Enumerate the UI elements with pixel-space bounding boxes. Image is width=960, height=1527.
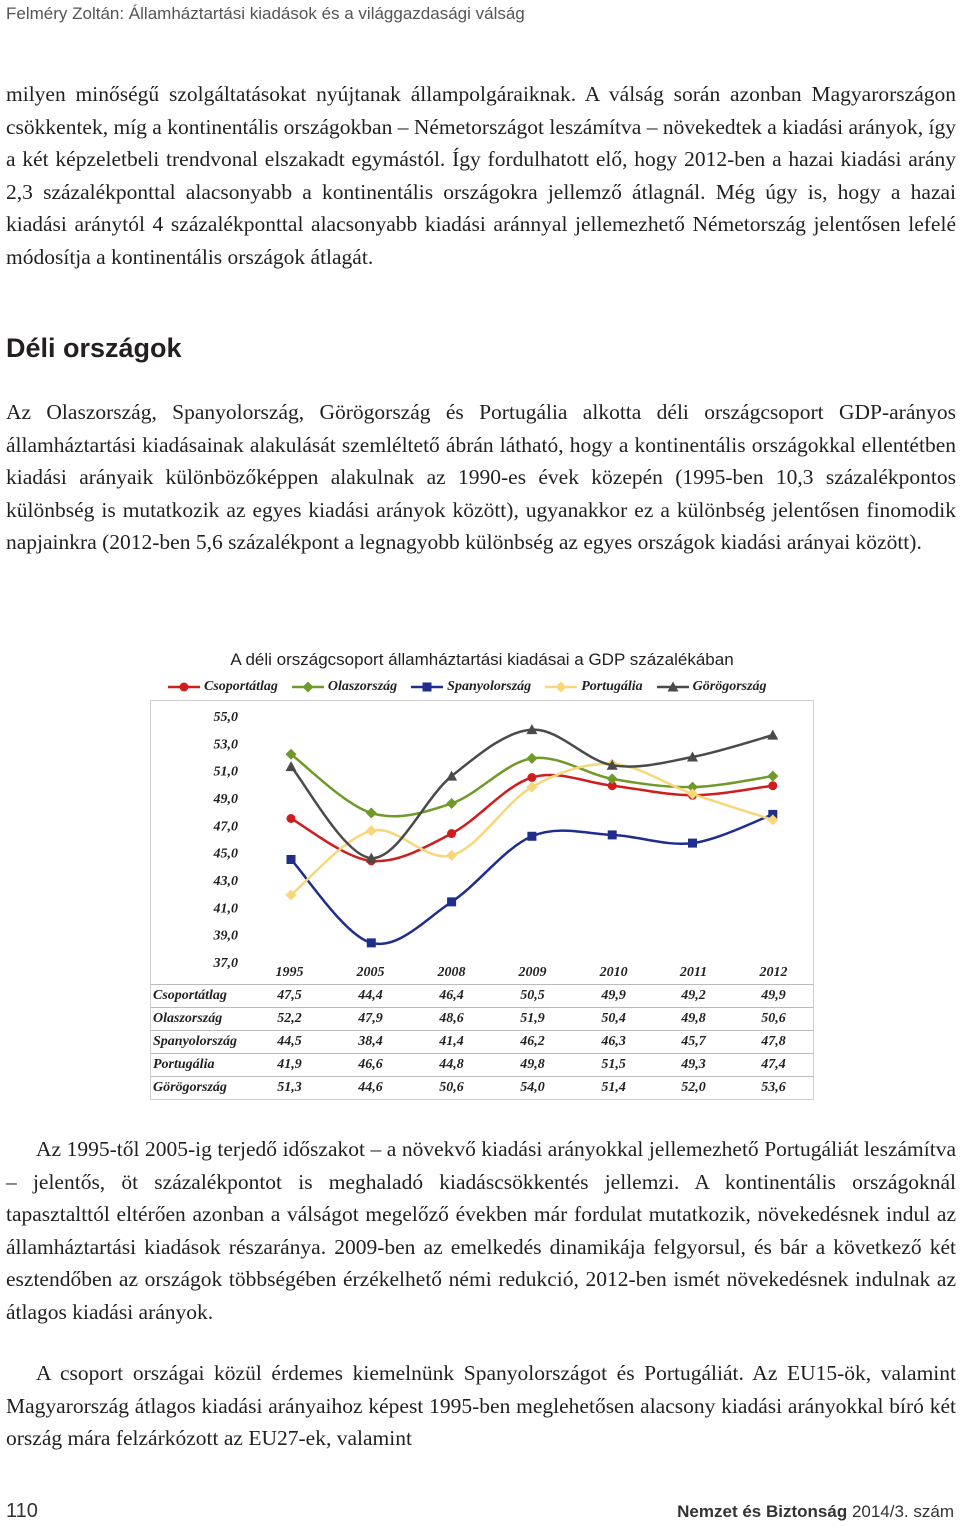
data-point (447, 829, 456, 838)
data-point (767, 730, 778, 740)
legend-label: Olaszország (327, 679, 398, 694)
data-point (608, 830, 617, 839)
data-label: 54,0 (492, 1077, 573, 1100)
paragraph-text: A csoport országai közül érdemes kiemelnünk Spanyolországot és Portugáliát. Az EU15-ök, valamint Magyarország átlagos kiadási arányaihoz képest 1995-ben meglehetősen alacsony kiadási arányokkal bíró két ország mára felzárkózott az EU27-ek, valamint (6, 1361, 956, 1450)
data-label: 47,4 (733, 1054, 814, 1077)
body-paragraph (6, 1133, 956, 1328)
data-point (687, 788, 698, 799)
data-label: 50,6 (733, 1008, 814, 1031)
table-row (150, 985, 814, 1008)
section-title: Déli országok (6, 333, 182, 363)
table-row (150, 1031, 814, 1054)
legend-swatch (657, 680, 689, 694)
legend-swatch (292, 680, 324, 694)
x-tick-label: 2005 (356, 965, 385, 980)
data-point (768, 781, 777, 790)
legend-label: Csoportátlag (204, 679, 278, 694)
data-label: 48,6 (411, 1008, 492, 1031)
legend-item (545, 677, 642, 697)
legend-marker (423, 683, 432, 692)
x-tick-label: 2010 (599, 965, 628, 980)
journal-name: Nemzet és Biztonság (677, 1502, 848, 1521)
data-label: 46,4 (411, 985, 492, 1008)
figure-title: A déli országcsoport államháztartási kiadásai a GDP százalékában (230, 650, 734, 669)
table-row (150, 1077, 814, 1100)
legend-item (657, 677, 767, 697)
data-label: 49,3 (654, 1054, 733, 1077)
data-label: 49,9 (733, 985, 814, 1008)
table-row (150, 1054, 814, 1077)
data-label: 46,2 (492, 1031, 573, 1054)
journal-footer (677, 1502, 954, 1522)
table-header-row (150, 962, 814, 985)
data-point (527, 832, 536, 841)
legend-label: Portugália (581, 679, 643, 694)
legend-item (411, 677, 531, 697)
chart-legend (168, 677, 767, 697)
journal-issue: 2014/3. szám (851, 1502, 954, 1521)
data-point (447, 897, 456, 906)
table-row-label: Portugália (150, 1054, 249, 1077)
x-tick-label: 2011 (679, 965, 708, 980)
data-point (287, 855, 296, 864)
data-point (287, 814, 296, 823)
data-label: 49,8 (492, 1054, 573, 1077)
page-number: 110 (6, 1500, 38, 1522)
data-label: 53,6 (733, 1077, 814, 1100)
data-label: 51,4 (573, 1077, 654, 1100)
section-paragraph: Az Olaszország, Spanyolország, Görögország és Portugália alkotta déli országcsoport GDP-arányos államháztartási kiadásainak alakulását szemléltető ábrán látható, hogy a kontinentális országokkal ellentétben kiadási arányaik különbözőképpen alakulnak az 1990-es évek közepén (1995-ben 10,3 százalékpontos különbség is mutatkozik az egyes kiadási arányok között), ugyanakkor ez a különbség jelentősen finomodik napjainkra (2012-ben 5,6 százalékpont a legnagyobb különbség az egyes országok kiadási arányai között). (6, 400, 956, 554)
data-label: 51,3 (249, 1077, 330, 1100)
data-label: 46,6 (330, 1054, 411, 1077)
table-row (150, 1008, 814, 1031)
data-label: 41,4 (411, 1031, 492, 1054)
y-tick-label: 43,0 (213, 874, 238, 889)
data-label: 44,8 (411, 1054, 492, 1077)
legend-marker (302, 682, 313, 693)
legend-marker (180, 683, 189, 692)
data-label: 51,9 (492, 1008, 573, 1031)
data-point (767, 771, 778, 782)
data-point (446, 850, 457, 861)
legend-marker (556, 682, 567, 693)
data-point (527, 773, 536, 782)
x-tick-label: 2008 (437, 965, 466, 980)
data-point (366, 825, 377, 836)
table-row-label: Olaszország (150, 1008, 249, 1031)
data-label: 47,5 (249, 985, 330, 1008)
y-tick-label: 51,0 (213, 764, 238, 780)
data-label: 50,5 (492, 985, 573, 1008)
x-tick-label: 1995 (275, 965, 304, 980)
legend-swatch (411, 680, 443, 694)
data-label: 50,6 (411, 1077, 492, 1100)
data-point (446, 798, 457, 809)
body-paragraph (6, 1357, 956, 1455)
body-paragraph: milyen minőségű szolgáltatásokat nyújtanak állampolgáraiknak. A válság során azonban Magyarországon csökkentek, míg a kontinentális országokban – Németországot leszámítva – növekedtek a kiadási arányok, így a két képzeletbeli trendvonal elszakadt egymástól. Így fordulhatott elő, hogy 2012-ben a hazai kiadási arány 2,3 százalékponttal alacsonyabb a kontinentális országokra jellemző átlagnál. Még úgy is, hogy a hazai kiadási aránytól 4 százalékponttal alacsonyabb kiadási aránnyal jellemezhető Németország jelentősen lefelé módosítja a kontinentális országok átlagát. (6, 82, 956, 269)
data-label: 51,5 (573, 1054, 654, 1077)
data-label: 44,5 (249, 1031, 330, 1054)
data-label: 49,2 (654, 985, 733, 1008)
data-label: 41,9 (249, 1054, 330, 1077)
data-label: 52,2 (249, 1008, 330, 1031)
table-row-label: Csoportátlag (150, 985, 249, 1008)
data-label: 44,4 (330, 985, 411, 1008)
table-row-label: Görögország (150, 1077, 249, 1100)
y-tick-label: 37,0 (213, 956, 238, 971)
data-label: 38,4 (330, 1031, 411, 1054)
data-point (286, 761, 297, 771)
running-header: Felméry Zoltán: Államháztartási kiadások és a világgazdasági válság (6, 4, 525, 23)
y-tick-label: 39,0 (213, 928, 238, 944)
data-point (366, 808, 377, 819)
data-point (607, 773, 618, 784)
data-label: 50,4 (573, 1008, 654, 1031)
chart-data-table (150, 962, 814, 1100)
table-row-label: Spanyolország (150, 1031, 249, 1054)
y-tick-label: 47,0 (213, 819, 238, 835)
data-point (367, 938, 376, 947)
data-point (526, 753, 537, 764)
data-label: 44,6 (330, 1077, 411, 1100)
table-corner (150, 962, 249, 985)
data-label: 45,7 (654, 1031, 733, 1054)
line-chart (150, 700, 814, 971)
data-label: 49,8 (654, 1008, 733, 1031)
legend-swatch (545, 680, 577, 694)
y-tick-label: 53,0 (213, 737, 238, 753)
data-label: 47,9 (330, 1008, 411, 1031)
data-label: 52,0 (654, 1077, 733, 1100)
data-label: 47,8 (733, 1031, 814, 1054)
legend-item (168, 677, 278, 697)
data-label: 46,3 (573, 1031, 654, 1054)
x-tick-label: 2012 (759, 965, 788, 980)
legend-label: Görögország (692, 679, 767, 694)
paragraph-text: Az 1995-től 2005-ig terjedő időszakot – a növekvő kiadási arányokkal jellemezhető Portugáliát leszámítva – jelentős, öt százalékpontot is meghaladó kiadáscsökkentés jellemzi. A kontinentális országoknál tapasztalttól eltérően azonban a válságot megelőző években már fordulat mutatkozik, növekedésnek indul az államháztartási kiadások részaránya. 2009-ben az emelkedés dinamikája felgyorsul, és bár a következő két esztendőben az országok többségében érzékelhető némi redukció, 2012-ben ismét növekedésnek indulnak az átlagos kiadási arányok. (6, 1137, 956, 1324)
y-tick-label: 49,0 (213, 792, 238, 807)
y-tick-label: 55,0 (213, 710, 238, 725)
y-tick-label: 41,0 (213, 901, 238, 917)
data-point (688, 839, 697, 848)
x-tick-label: 2009 (518, 965, 547, 980)
legend-swatch (168, 680, 200, 694)
data-label: 49,9 (573, 985, 654, 1008)
legend-item (292, 677, 397, 697)
y-tick-label: 45,0 (213, 846, 238, 862)
legend-label: Spanyolország (447, 679, 532, 694)
